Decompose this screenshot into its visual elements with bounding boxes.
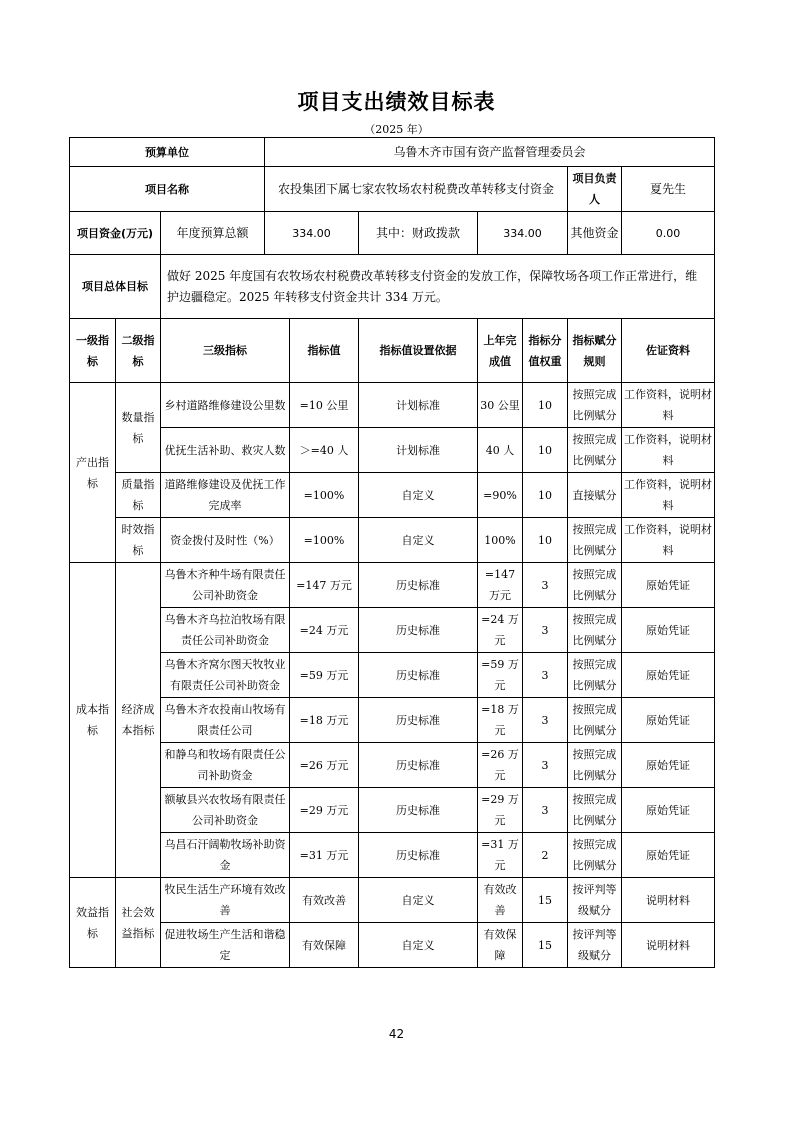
indicator-last-year: =90%: [478, 473, 523, 518]
indicator-last-year: =147 万元: [478, 563, 523, 608]
indicator-last-year: 有效保障: [478, 923, 523, 968]
indicator-evidence: 原始凭证: [622, 833, 715, 878]
indicator-name: 和静乌和牧场有限责任公司补助资金: [161, 743, 290, 788]
indicator-basis: 历史标准: [359, 563, 478, 608]
indicator-last-year: =24 万元: [478, 608, 523, 653]
indicator-rule: 按评判等级赋分: [568, 878, 622, 923]
col-level3: 三级指标: [161, 319, 290, 383]
indicator-value: =100%: [290, 473, 359, 518]
indicator-weight: 10: [523, 518, 568, 563]
page-number: 42: [388, 1027, 405, 1041]
indicator-evidence: 说明材料: [622, 878, 715, 923]
year-label: （2025 年）: [364, 123, 429, 136]
indicator-value: =100%: [290, 518, 359, 563]
col-rule: 指标赋分规则: [568, 319, 622, 383]
indicator-rule: 按评判等级赋分: [568, 923, 622, 968]
col-last-year: 上年完成值: [478, 319, 523, 383]
funds-label: 项目资金(万元): [70, 212, 161, 255]
indicator-evidence: 说明材料: [622, 923, 715, 968]
indicator-last-year: =31 万元: [478, 833, 523, 878]
indicator-rule: 按照完成比例赋分: [568, 383, 622, 428]
col-basis: 指标值设置依据: [359, 319, 478, 383]
indicator-basis: 自定义: [359, 878, 478, 923]
table-row: [70, 473, 715, 518]
indicator-evidence: 原始凭证: [622, 608, 715, 653]
indicator-basis: 历史标准: [359, 833, 478, 878]
indicator-evidence: 原始凭证: [622, 653, 715, 698]
page-title: 项目支出绩效目标表: [297, 90, 496, 114]
indicator-name: 额敏县兴农牧场有限责任公司补助资金: [161, 788, 290, 833]
indicator-name: 促进牧场生产生活和谐稳定: [161, 923, 290, 968]
table-row: [70, 653, 715, 698]
indicator-basis: 历史标准: [359, 788, 478, 833]
annual-budget-value: 334.00: [265, 212, 359, 255]
indicator-basis: 自定义: [359, 923, 478, 968]
indicator-name: 牧民生活生产环境有效改善: [161, 878, 290, 923]
indicator-name: 乌鲁木齐窝尔图天牧牧业有限责任公司补助资金: [161, 653, 290, 698]
budget-unit-label: 预算单位: [70, 138, 265, 167]
goal-text: 做好 2025 年度国有农牧场农村税费改革转移支付资金的发放工作，保障牧场各项工作正常进行，维护边疆稳定。2025 年转移支付资金共计 334 万元。: [161, 255, 715, 319]
indicator-evidence: 原始凭证: [622, 788, 715, 833]
indicator-weight: 15: [523, 878, 568, 923]
indicator-evidence: 工作资料，说明材料: [622, 518, 715, 563]
project-name-label: 项目名称: [70, 167, 265, 212]
table-row: [70, 608, 715, 653]
indicator-last-year: =18 万元: [478, 698, 523, 743]
col-evidence: 佐证资料: [622, 319, 715, 383]
table-row: [70, 518, 715, 563]
subgroup-quality: 质量指标: [116, 473, 161, 518]
indicator-name: 乌鲁木齐农投南山牧场有限责任公司: [161, 698, 290, 743]
other-funds-label: 其他资金: [568, 212, 622, 255]
indicator-rule: 按照完成比例赋分: [568, 518, 622, 563]
indicator-name: 乡村道路维修建设公里数: [161, 383, 290, 428]
table-row: [70, 833, 715, 878]
table-row: [70, 563, 715, 608]
indicator-value: =26 万元: [290, 743, 359, 788]
project-leader-label: 项目负责人: [568, 167, 622, 212]
indicator-basis: 历史标准: [359, 698, 478, 743]
indicator-last-year: =29 万元: [478, 788, 523, 833]
indicator-basis: 自定义: [359, 518, 478, 563]
group-cost: 成本指标: [70, 563, 116, 878]
indicator-basis: 历史标准: [359, 608, 478, 653]
indicator-evidence: 原始凭证: [622, 743, 715, 788]
indicator-last-year: 有效改善: [478, 878, 523, 923]
subgroup-timeliness: 时效指标: [116, 518, 161, 563]
indicator-name: 乌昌石汗阔勒牧场补助资金: [161, 833, 290, 878]
budget-unit-row: [70, 138, 715, 167]
table-row: [70, 383, 715, 428]
col-weight: 指标分值权重: [523, 319, 568, 383]
indicator-rule: 按照完成比例赋分: [568, 608, 622, 653]
indicator-last-year: =26 万元: [478, 743, 523, 788]
fiscal-value: 334.00: [478, 212, 568, 255]
indicator-rule: 按照完成比例赋分: [568, 833, 622, 878]
indicator-last-year: 40 人: [478, 428, 523, 473]
indicator-value: 有效保障: [290, 923, 359, 968]
indicator-weight: 3: [523, 608, 568, 653]
indicator-value: =29 万元: [290, 788, 359, 833]
indicator-last-year: =59 万元: [478, 653, 523, 698]
table-row: [70, 743, 715, 788]
indicator-last-year: 30 公里: [478, 383, 523, 428]
funds-row: [70, 212, 715, 255]
indicator-basis: 历史标准: [359, 653, 478, 698]
indicator-weight: 3: [523, 563, 568, 608]
table-row: [70, 923, 715, 968]
indicator-name: 优抚生活补助、救灾人数: [161, 428, 290, 473]
indicator-name: 资金拨付及时性（%）: [161, 518, 290, 563]
indicator-basis: 计划标准: [359, 428, 478, 473]
annual-budget-label: 年度预算总额: [161, 212, 265, 255]
indicator-rule: 直接赋分: [568, 473, 622, 518]
indicator-basis: 自定义: [359, 473, 478, 518]
indicator-weight: 3: [523, 698, 568, 743]
goal-label: 项目总体目标: [70, 255, 161, 319]
subgroup-quantity: 数量指标: [116, 383, 161, 473]
project-name-value: 农投集团下属七家农牧场农村税费改革转移支付资金: [265, 167, 568, 212]
indicator-name: 道路维修建设及优抚工作完成率: [161, 473, 290, 518]
indicator-last-year: 100%: [478, 518, 523, 563]
subgroup-social-benefit: 社会效益指标: [116, 878, 161, 968]
group-benefit: 效益指标: [70, 878, 116, 968]
indicator-value: 有效改善: [290, 878, 359, 923]
indicator-value: =31 万元: [290, 833, 359, 878]
indicator-evidence: 原始凭证: [622, 563, 715, 608]
indicator-rule: 按照完成比例赋分: [568, 563, 622, 608]
table-row: [70, 878, 715, 923]
indicator-evidence: 工作资料，说明材料: [622, 428, 715, 473]
indicator-weight: 10: [523, 473, 568, 518]
indicator-weight: 3: [523, 653, 568, 698]
indicator-weight: 3: [523, 788, 568, 833]
indicator-name: 乌鲁木齐种牛场有限责任公司补助资金: [161, 563, 290, 608]
fiscal-label: 其中：财政拨款: [359, 212, 478, 255]
indicator-rule: 按照完成比例赋分: [568, 698, 622, 743]
indicator-weight: 15: [523, 923, 568, 968]
indicator-rule: 按照完成比例赋分: [568, 653, 622, 698]
indicator-weight: 10: [523, 428, 568, 473]
indicator-evidence: 原始凭证: [622, 698, 715, 743]
group-output: 产出指标: [70, 383, 116, 563]
project-name-row: [70, 167, 715, 212]
budget-unit-value: 乌鲁木齐市国有资产监督管理委员会: [265, 138, 715, 167]
indicator-value: =147 万元: [290, 563, 359, 608]
indicator-value: =10 公里: [290, 383, 359, 428]
indicator-name: 乌鲁木齐乌拉泊牧场有限责任公司补助资金: [161, 608, 290, 653]
subgroup-economic-cost: 经济成本指标: [116, 563, 161, 878]
indicator-value: ＞=40 人: [290, 428, 359, 473]
table-row: [70, 788, 715, 833]
indicator-rule: 按照完成比例赋分: [568, 788, 622, 833]
other-funds-value: 0.00: [622, 212, 715, 255]
indicator-basis: 历史标准: [359, 743, 478, 788]
indicator-evidence: 工作资料，说明材料: [622, 383, 715, 428]
project-leader-value: 夏先生: [622, 167, 715, 212]
col-level2: 二级指标: [116, 319, 161, 383]
indicator-value: =18 万元: [290, 698, 359, 743]
indicator-value: =59 万元: [290, 653, 359, 698]
table-row: [70, 428, 715, 473]
col-value: 指标值: [290, 319, 359, 383]
indicator-rule: 按照完成比例赋分: [568, 743, 622, 788]
column-header-row: [70, 319, 715, 383]
indicator-weight: 2: [523, 833, 568, 878]
indicator-weight: 3: [523, 743, 568, 788]
col-level1: 一级指标: [70, 319, 116, 383]
indicator-evidence: 工作资料，说明材料: [622, 473, 715, 518]
indicator-weight: 10: [523, 383, 568, 428]
table-row: [70, 698, 715, 743]
indicator-rule: 按照完成比例赋分: [568, 428, 622, 473]
goal-row: [70, 255, 715, 319]
indicator-basis: 计划标准: [359, 383, 478, 428]
indicator-value: =24 万元: [290, 608, 359, 653]
performance-target-table: [69, 137, 715, 968]
